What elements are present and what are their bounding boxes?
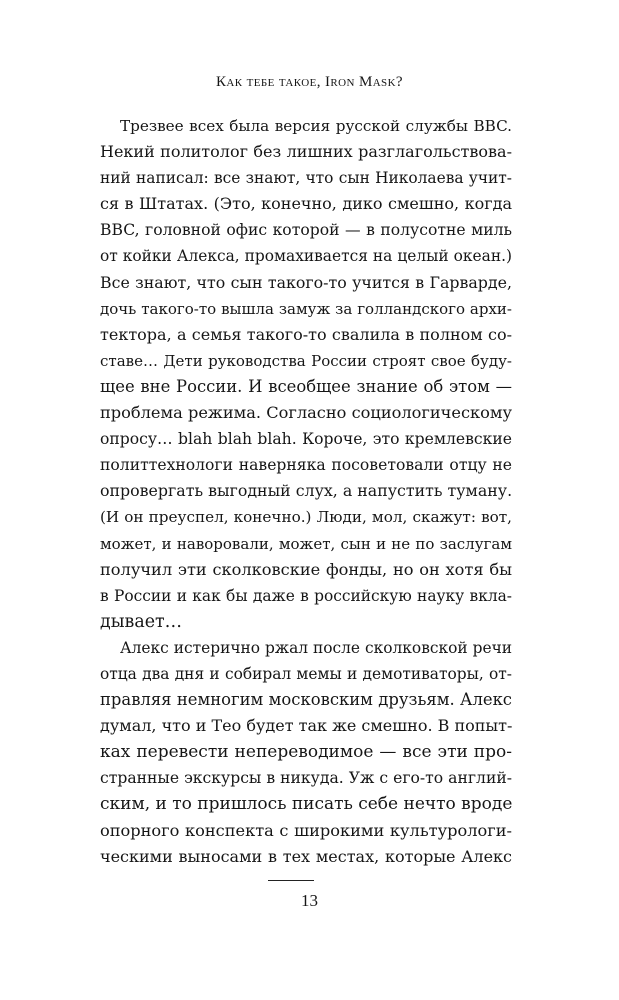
text-line: ским, и то пришлось писать себе нечто вроде bbox=[100, 794, 513, 815]
page-number: 13 bbox=[301, 891, 318, 910]
text-line: может, и наворовали, может, сын и не по заслугам bbox=[100, 534, 512, 553]
text-line: опровергать выгодный слух, а напустить туману. bbox=[100, 481, 513, 501]
text-line: правляя немногим московским друзьям. Алекс bbox=[100, 690, 512, 710]
folio-rule bbox=[268, 880, 314, 881]
text-line: странные экскурсы в никуда. Уж с его-то англий- bbox=[100, 769, 512, 788]
text-line: опросу… blah blah blah. Короче, это кремлевские bbox=[100, 430, 512, 449]
body-text bbox=[100, 113, 512, 870]
text-line: ставе… Дети руководства России строят свое буду- bbox=[100, 351, 512, 370]
text-line: политтехнологи наверняка посоветовали отцу не bbox=[100, 456, 512, 475]
text-line: Трезвее всех была версия русской службы BBC. bbox=[120, 117, 512, 135]
text-line: Все знают, что сын такого-то учится в Гарварде, bbox=[100, 272, 512, 292]
text-line: дочь такого-то вышла замуж за голландского архи- bbox=[100, 299, 512, 318]
text-line: Некий политолог без лишних разглагольствова- bbox=[100, 142, 512, 162]
text-line: щее вне России. И всеобщее знание об этом — bbox=[100, 376, 512, 396]
text-line: ческими выносами в тех местах, которые Алекс bbox=[100, 846, 512, 866]
text-line: отца два дня и собирал мемы и демотиваторы, от- bbox=[100, 664, 512, 683]
text-line: Алекс истерично ржал после сколковской речи bbox=[120, 638, 512, 657]
text-line: тектора, а семья такого-то свалила в полном со- bbox=[100, 324, 512, 344]
text-line: BBC, головной офис которой — в полусотне миль bbox=[100, 221, 512, 240]
text-line: от койки Алекса, промахивается на целый океан.) bbox=[100, 247, 512, 266]
text-line: ний написал: все знают, что сын Николаева учит- bbox=[100, 169, 512, 188]
text-line: проблема режима. Согласно социологическому bbox=[100, 403, 512, 423]
running-head: Как тебе такое, Iron Mask? bbox=[216, 74, 403, 90]
text-line: в России и как бы даже в российскую науку вкла- bbox=[100, 586, 512, 605]
text-line: дывает… bbox=[100, 611, 183, 632]
text-line: (И он преуспел, конечно.) Люди, мол, скажут: вот, bbox=[100, 508, 512, 527]
text-line: думал, что и Тео будет так же смешно. В попыт- bbox=[100, 716, 513, 736]
text-line: ках перевести непереводимое — все эти про- bbox=[100, 742, 512, 763]
text-line: ся в Штатах. (Это, конечно, дико смешно, когда bbox=[100, 194, 512, 214]
text-line: получил эти сколковские фонды, но он хотя бы bbox=[100, 559, 512, 579]
text-line: опорного конспекта с широкими культурологи- bbox=[100, 820, 512, 840]
